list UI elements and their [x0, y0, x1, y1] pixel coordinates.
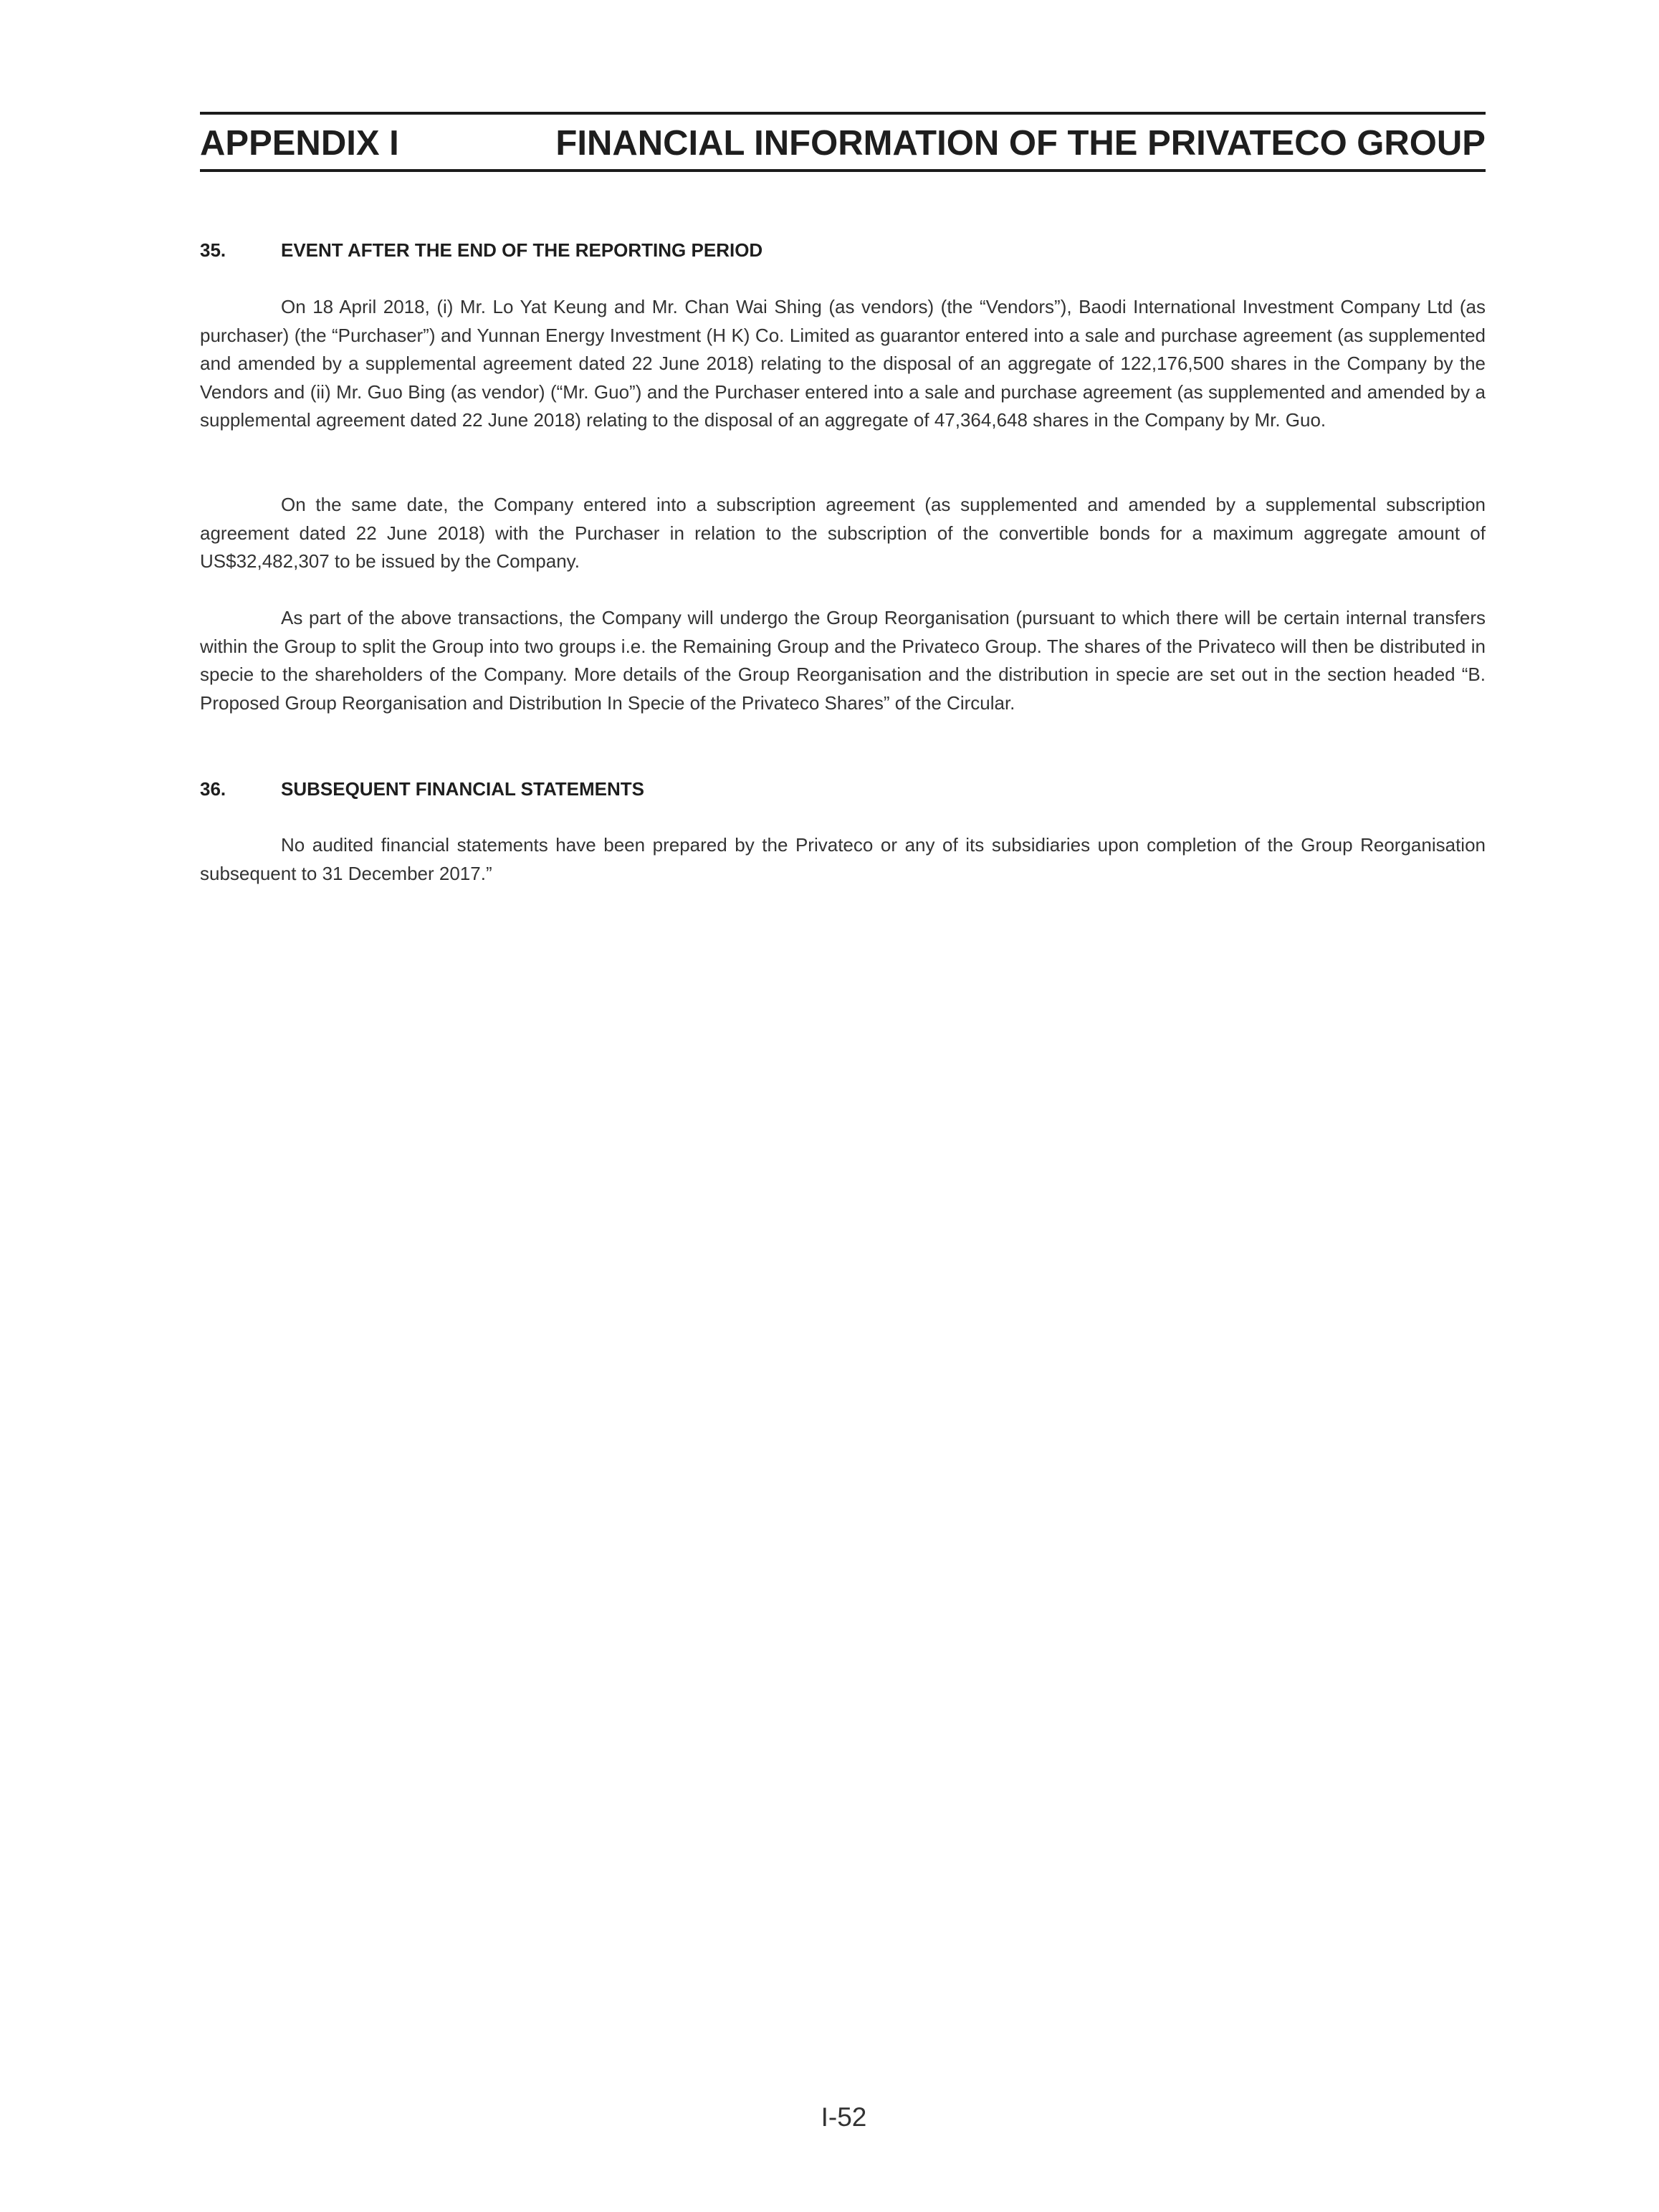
- page-header: [200, 112, 1486, 172]
- section-heading-36: [200, 776, 644, 802]
- appendix-label: APPENDIX I: [200, 124, 399, 163]
- paragraph: As part of the above transactions, the Company will undergo the Group Reorganisation (pursuant to which there will be certain internal transfers within the Group to split the Group into two groups i.e. the Remaining Group and the Privateco Group. The shares of the Privateco will then be distributed in specie to the shareholders of the Company. More details of the Group Reorganisation and the distribution in specie are set out in the section headed “B. Proposed Group Reorganisation and Distribution In Specie of the Privateco Shares” of the Circular.: [200, 607, 1486, 714]
- section-title: SUBSEQUENT FINANCIAL STATEMENTS: [281, 778, 645, 800]
- paragraph: No audited financial statements have been prepared by the Privateco or any of its subsidiaries upon completion of the Group Reorganisation subsequent to 31 December 2017.”: [200, 834, 1486, 884]
- appendix-title: FINANCIAL INFORMATION OF THE PRIVATECO GROUP: [555, 124, 1486, 163]
- paragraph: On the same date, the Company entered into a subscription agreement (as supplemented and amended by a supplemental subscription agreement dated 22 June 2018) with the Purchaser in relation to the subscription of the convertible bonds for a maximum aggregate amount of US$32,482,307 to be issued by the Company.: [200, 494, 1486, 572]
- section-heading-35: [200, 237, 762, 263]
- section-title: EVENT AFTER THE END OF THE REPORTING PERIOD: [281, 239, 763, 261]
- page-number: I-52: [821, 2102, 867, 2132]
- paragraph: On 18 April 2018, (i) Mr. Lo Yat Keung and Mr. Chan Wai Shing (as vendors) (the “Vendors”), Baodi International Investment Company Ltd (as purchaser) (the “Purchaser”) and Yunnan Energy Investment (H K) Co. Limited as guarantor entered into a sale and purchase agreement (as supplemented and amended by a supplemental agreement dated 22 June 2018) relating to the disposal of an aggregate of 122,176,500 shares in the Company by the Vendors and (ii) Mr. Guo Bing (as vendor) (“Mr. Guo”) and the Purchaser entered into a sale and purchase agreement (as supplemented and amended by a supplemental agreement dated 22 June 2018) relating to the disposal of an aggregate of 47,364,648 shares in the Company by Mr. Guo.: [200, 296, 1486, 431]
- section-number: 35.: [200, 239, 226, 261]
- section-number: 36.: [200, 778, 226, 800]
